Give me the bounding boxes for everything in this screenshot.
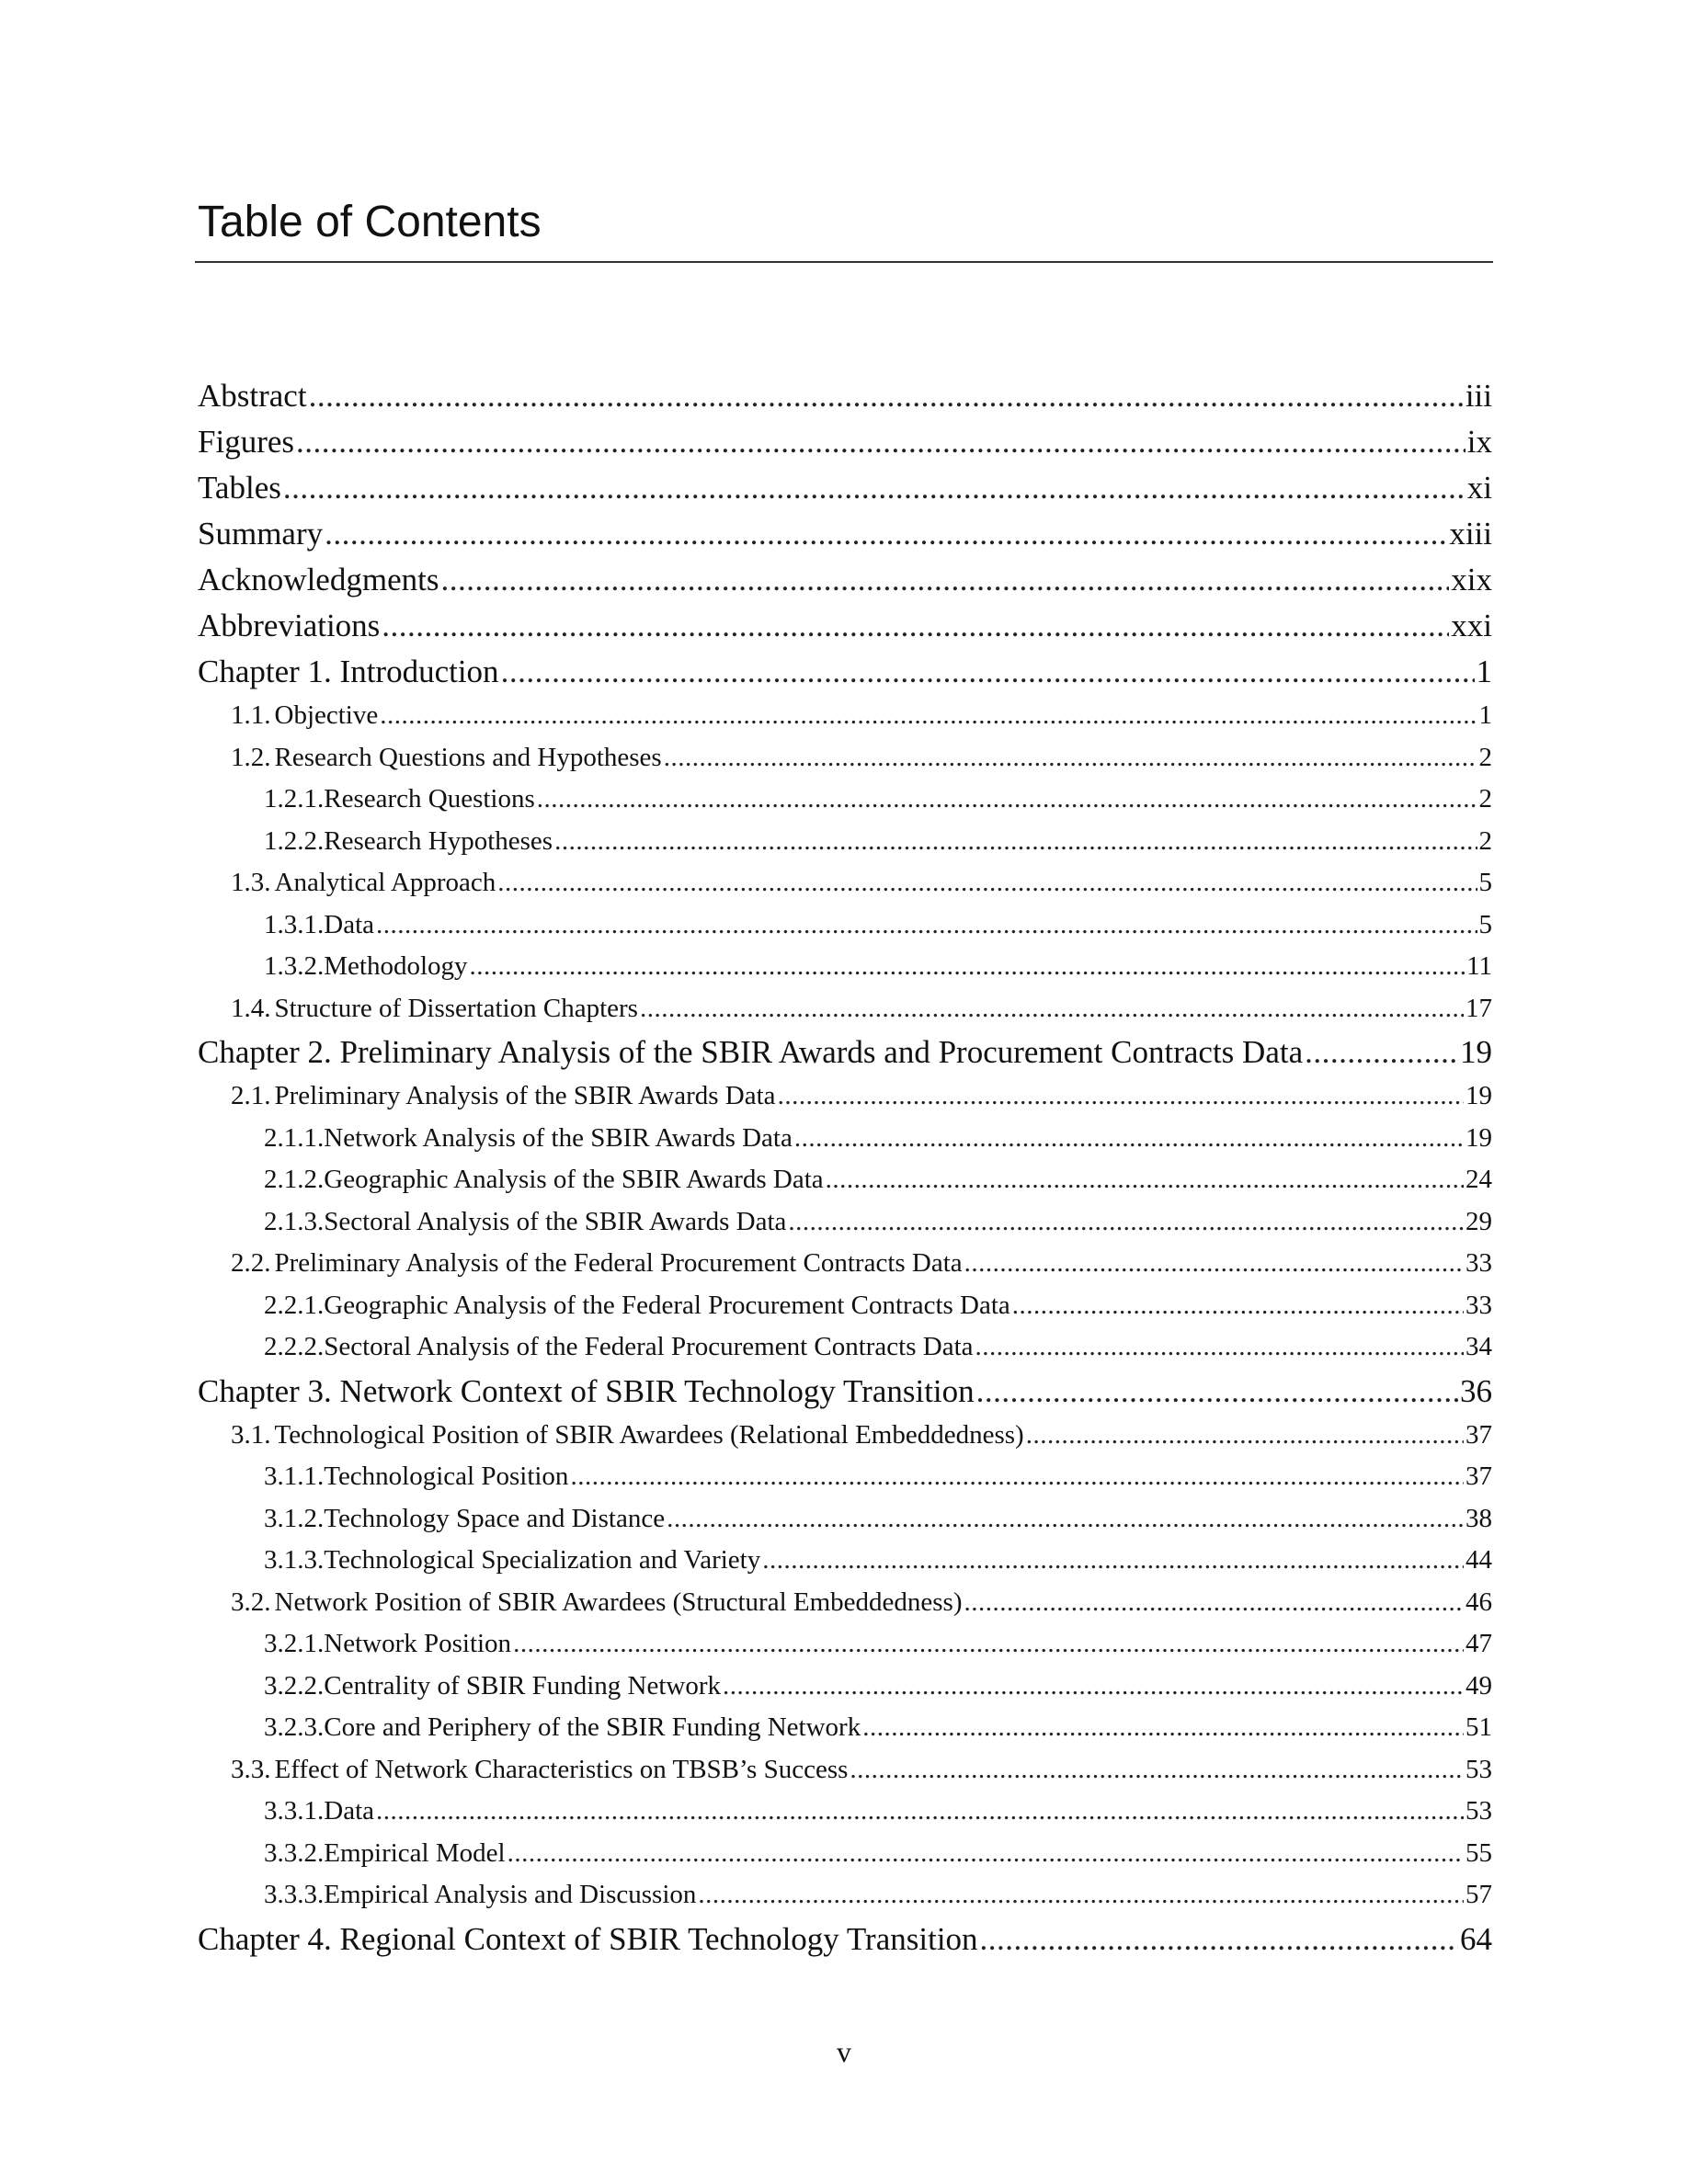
toc-entry-page: 36 [1460,1372,1492,1409]
toc-entry[interactable] [198,1369,1492,1415]
title-rule [195,261,1493,263]
toc-entry[interactable] [198,1833,1492,1875]
toc-entry[interactable] [198,1159,1492,1201]
toc-entry-page: xxi [1451,608,1492,643]
toc-entry-number: 3.3. [231,1754,271,1784]
toc-entry-number: 1.3.2. [264,951,325,981]
toc-entry-page: 53 [1466,1754,1492,1784]
toc-entry-title: Research Hypotheses [324,825,553,856]
toc-entry-number: 2.2. [231,1248,271,1278]
toc-entry-title: Chapter 1. Introduction [198,654,499,689]
toc-entry-title: Research Questions [324,784,535,813]
toc-entry-number: 2.2.2. [264,1332,325,1361]
toc-entry-page: iii [1465,378,1492,414]
toc-entry-title: Analytical Approach [274,868,496,897]
toc-entry[interactable] [198,1749,1492,1792]
toc-entry-number: 2.1.3. [264,1206,325,1236]
dot-leader [380,695,1477,737]
toc-entry[interactable] [198,779,1492,821]
toc-entry-title: Preliminary Analysis of the Federal Procurement Contracts Data [274,1248,963,1278]
toc-entry-page: xix [1451,562,1492,597]
toc-entry-title: Network Position of SBIR Awardees (Structural Embeddedness) [274,1587,963,1617]
toc-entry-page: 51 [1466,1712,1492,1742]
toc-entry-title: Acknowledgments [198,562,439,597]
toc-entry-title: Research Questions and Hypotheses [274,742,662,772]
toc-entry[interactable] [198,557,1492,603]
toc-entry[interactable] [198,1666,1492,1708]
toc-entry-number: 1.2. [231,742,271,772]
dot-leader [964,1243,1464,1285]
toc-entry-number: 3.2.2. [264,1670,325,1701]
toc-entry-number: 3.1. [231,1419,271,1450]
dot-leader [975,1326,1464,1369]
toc-entry-page: 11 [1466,951,1492,981]
toc-entry[interactable] [198,1118,1492,1160]
dot-leader [501,649,1475,695]
dot-leader [640,988,1464,1030]
toc-entry[interactable] [198,988,1492,1030]
dot-leader [667,1498,1464,1541]
toc-entry-page: 34 [1466,1332,1492,1361]
toc-entry[interactable] [198,511,1492,557]
dot-leader [470,946,1466,988]
toc-entry-page: ix [1466,424,1492,460]
toc-entry[interactable] [198,1791,1492,1833]
dot-leader [664,737,1477,779]
dot-leader [376,904,1477,947]
toc-entry[interactable] [198,946,1492,988]
dot-leader [513,1623,1464,1666]
toc-entry-title: Empirical Model [324,1837,506,1868]
toc-entry-page: 2 [1478,825,1492,856]
toc-entry[interactable] [198,695,1492,737]
toc-entry[interactable] [198,737,1492,779]
toc-entry-page: 29 [1466,1206,1492,1236]
toc-entry[interactable] [198,1540,1492,1582]
toc-entry-number: 1.1. [231,700,271,730]
dot-leader [325,511,1447,557]
page-title: Table of Contents [198,198,542,246]
toc-entry[interactable] [198,649,1492,695]
toc-entry[interactable] [198,1075,1492,1118]
toc-entry[interactable] [198,1456,1492,1498]
toc-entry-title: Figures [198,424,294,460]
toc-entry-page: 1 [1478,700,1492,730]
toc-entry[interactable] [198,1243,1492,1285]
dot-leader [762,1540,1464,1582]
dot-leader [980,1917,1458,1962]
toc-entry[interactable] [198,1285,1492,1327]
toc-entry-page: 5 [1478,909,1492,939]
toc-entry-number: 1.2.1. [264,784,325,813]
toc-entry-title: Abstract [198,378,307,414]
toc-entry-page: xiii [1449,516,1492,552]
toc-entry-title: Empirical Analysis and Discussion [324,1880,697,1909]
toc-entry-page: 2 [1478,784,1492,813]
toc-entry-number: 1.3. [231,868,271,897]
toc-entry-page: 1 [1476,654,1492,689]
toc-entry-page: 57 [1466,1880,1492,1909]
toc-entry-page: 33 [1466,1290,1492,1320]
toc-entry[interactable] [198,373,1492,419]
dot-leader [1026,1415,1464,1457]
toc-entry-title: Technological Specialization and Variety [324,1545,761,1575]
toc-entry-page: 53 [1466,1796,1492,1826]
toc-entry-page: 17 [1466,993,1492,1023]
toc-entry-page: 5 [1478,868,1492,897]
toc-entry-title: Chapter 3. Network Context of SBIR Technology Transition [198,1372,975,1409]
toc-entry-page: 49 [1466,1670,1492,1701]
toc-entry-title: Centrality of SBIR Funding Network [324,1670,722,1701]
dot-leader [296,419,1466,465]
toc-entry[interactable] [198,862,1492,904]
toc-entry[interactable] [198,1498,1492,1541]
dot-leader [1012,1285,1464,1327]
toc-entry-title: Data [324,909,374,939]
dot-leader [1305,1029,1458,1075]
toc-entry-title: Geographic Analysis of the SBIR Awards Data [324,1165,824,1194]
toc-entry-title: Sectoral Analysis of the Federal Procurement Contracts Data [324,1332,974,1361]
toc-entry-title: Network Position [324,1629,512,1658]
toc-entry-title: Summary [198,516,324,552]
toc-entry-page: 19 [1466,1081,1492,1110]
table-of-contents [198,373,1492,1962]
toc-entry-page: 47 [1466,1629,1492,1658]
dot-leader [862,1707,1464,1749]
toc-entry[interactable] [198,1874,1492,1917]
dot-leader [826,1159,1464,1201]
toc-entry-number: 3.2. [231,1587,271,1617]
toc-entry-title: Sectoral Analysis of the SBIR Awards Data [324,1206,787,1236]
toc-entry-title: Objective [274,700,379,730]
toc-entry-page: 33 [1466,1248,1492,1278]
toc-entry-number: 1.2.2. [264,825,325,856]
toc-entry-title: Technology Space and Distance [324,1503,666,1533]
dot-leader [850,1749,1464,1792]
dot-leader [508,1833,1464,1875]
toc-entry-title: Effect of Network Characteristics on TBSB’s Success [274,1754,849,1784]
dot-leader [723,1666,1464,1708]
toc-entry[interactable] [198,1415,1492,1457]
toc-entry-title: Tables [198,470,281,506]
toc-entry-number: 2.1.1. [264,1122,325,1153]
toc-entry-number: 3.3.3. [264,1880,325,1909]
dot-leader [537,779,1477,821]
toc-entry-title: Core and Periphery of the SBIR Funding Network [324,1712,861,1742]
page-number: v [837,2035,851,2068]
toc-entry-number: 1.3.1. [264,909,325,939]
dot-leader [497,862,1477,904]
toc-entry-page: 64 [1460,1920,1492,1957]
toc-entry-number: 3.1.2. [264,1503,325,1533]
toc-entry[interactable] [198,1029,1492,1075]
dot-leader [794,1118,1464,1160]
toc-entry-page: 44 [1466,1545,1492,1575]
toc-entry-number: 3.2.1. [264,1629,325,1658]
toc-entry[interactable] [198,821,1492,863]
toc-entry-number: 3.3.2. [264,1837,325,1868]
toc-entry-page: 55 [1466,1837,1492,1868]
toc-entry-page: 2 [1478,742,1492,772]
toc-entry-title: Chapter 2. Preliminary Analysis of the SBIR Awards and Procurement Contracts Data [198,1034,1304,1070]
toc-entry-number: 3.3.1. [264,1796,325,1826]
toc-entry-page: 46 [1466,1587,1492,1617]
toc-entry-page: 19 [1466,1122,1492,1153]
toc-entry-number: 3.1.1. [264,1462,325,1491]
toc-entry-number: 2.2.1. [264,1290,325,1320]
toc-entry-page: 37 [1466,1419,1492,1450]
dot-leader [976,1369,1458,1415]
toc-entry[interactable] [198,1623,1492,1666]
toc-entry[interactable] [198,1326,1492,1369]
toc-entry-number: 3.2.3. [264,1712,325,1742]
dot-leader [440,557,1449,603]
toc-entry-number: 2.1. [231,1081,271,1110]
dot-leader [698,1874,1464,1917]
toc-entry-page: 37 [1466,1462,1492,1491]
dot-leader [382,603,1449,649]
toc-entry[interactable] [198,1707,1492,1749]
toc-entry[interactable] [198,1917,1492,1962]
toc-entry-title: Technological Position [324,1462,569,1491]
dot-leader [554,821,1477,863]
toc-entry-title: Geographic Analysis of the Federal Procurement Contracts Data [324,1290,1010,1320]
toc-entry-title: Chapter 4. Regional Context of SBIR Technology Transition [198,1920,978,1957]
dot-leader [283,465,1466,511]
toc-entry-number: 3.1.3. [264,1545,325,1575]
dot-leader [964,1582,1465,1624]
dot-leader [376,1791,1464,1833]
dot-leader [788,1201,1464,1244]
toc-entry-title: Methodology [324,951,468,981]
dot-leader [778,1075,1464,1118]
toc-entry[interactable] [198,419,1492,465]
toc-entry-page: xi [1466,470,1492,506]
toc-entry-number: 2.1.2. [264,1165,325,1194]
toc-entry-title: Technological Position of SBIR Awardees (Relational Embeddedness) [274,1419,1024,1450]
toc-entry-page: 38 [1466,1503,1492,1533]
toc-entry[interactable] [198,1201,1492,1244]
toc-entry[interactable] [198,1582,1492,1624]
dot-leader [309,373,1464,419]
toc-entry[interactable] [198,904,1492,947]
toc-entry-number: 1.4. [231,993,271,1023]
toc-entry-title: Preliminary Analysis of the SBIR Awards Data [274,1081,776,1110]
dot-leader [570,1456,1464,1498]
toc-entry-page: 24 [1466,1165,1492,1194]
toc-entry[interactable] [198,465,1492,511]
toc-entry-title: Structure of Dissertation Chapters [274,993,638,1023]
toc-entry-title: Abbreviations [198,608,381,643]
toc-entry-title: Data [324,1796,374,1826]
toc-entry[interactable] [198,603,1492,649]
toc-entry-title: Network Analysis of the SBIR Awards Data [324,1122,793,1153]
toc-entry-page: 19 [1460,1034,1492,1070]
